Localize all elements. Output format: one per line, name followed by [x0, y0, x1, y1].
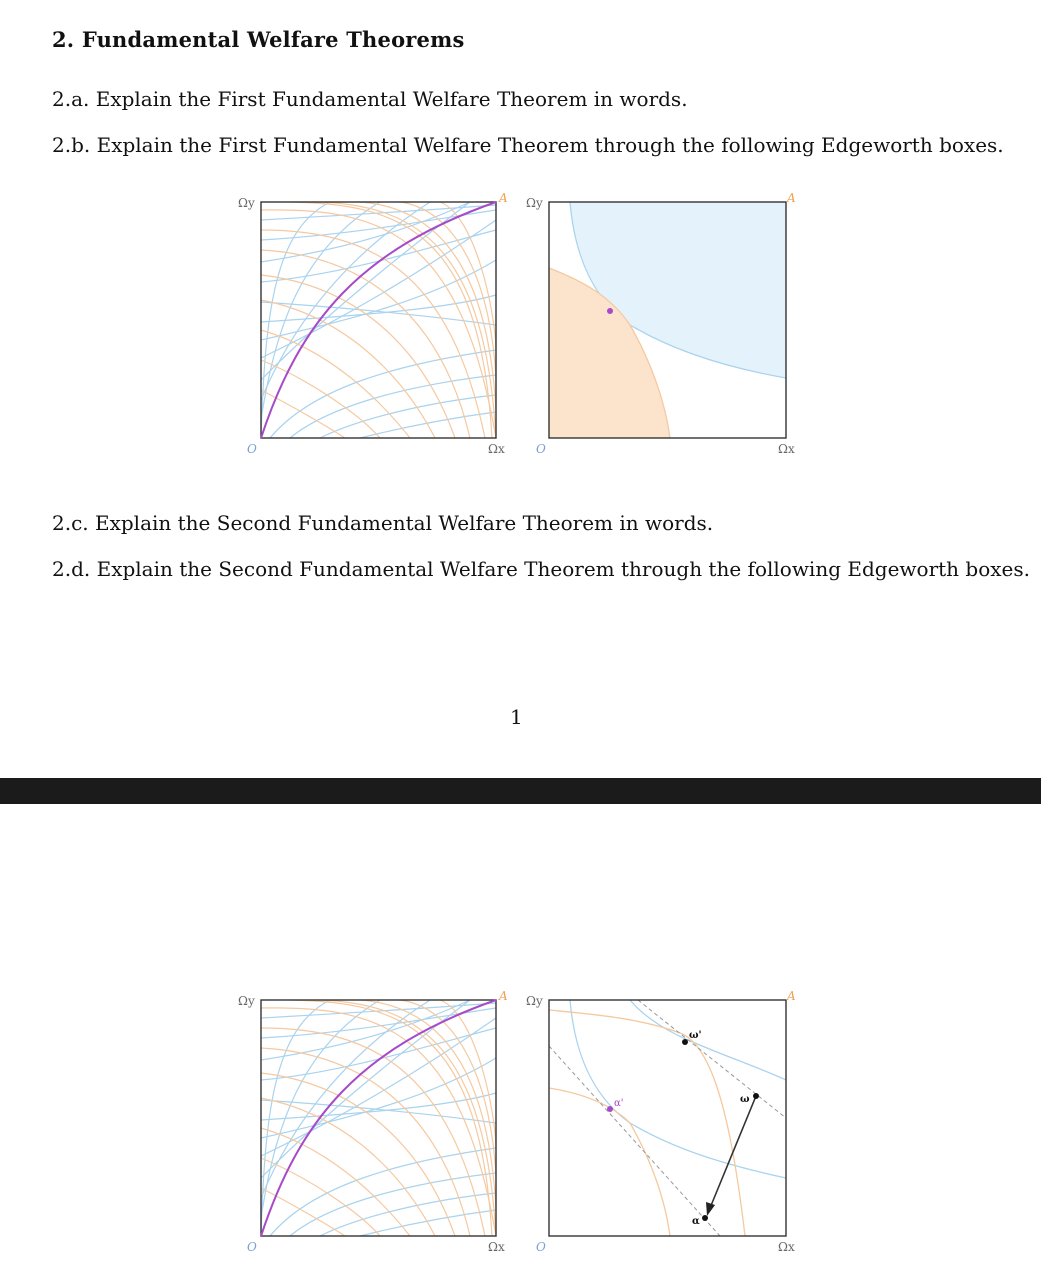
omega-point [753, 1093, 759, 1099]
question-2b: 2.b. Explain the First Fundamental Welfare Theorem through the following Edgeworth boxes. [52, 133, 1004, 157]
alpha-label: α [692, 1216, 700, 1227]
equilibrium-point [607, 308, 613, 314]
alpha-point [702, 1215, 708, 1221]
origin-label: O [536, 442, 546, 456]
indifference-curves-b [570, 1000, 786, 1178]
omega-y-label: Ωy [526, 196, 543, 210]
budget-lines [549, 1000, 786, 1236]
edgeworth-box-transfer [520, 988, 810, 1263]
omega-prime-label: ω' [689, 1030, 702, 1041]
section-title: 2. Fundamental Welfare Theorems [52, 27, 465, 52]
edgeworth-box-contract-curve-2 [230, 988, 520, 1263]
omega-label: ω [740, 1094, 750, 1105]
alpha-prime-label: α' [614, 1098, 624, 1109]
corner-label: A [499, 989, 508, 1003]
omega-prime-point [682, 1039, 688, 1045]
edgeworth-box-contract-curve-1 [230, 190, 520, 465]
box-frame [549, 1000, 786, 1236]
origin-label: O [536, 1240, 546, 1254]
page-gap [0, 778, 1041, 804]
omega-x-label: Ωx [778, 1240, 795, 1254]
question-2a: 2.a. Explain the First Fundamental Welfare Theorem in words. [52, 87, 688, 111]
omega-y-label: Ωy [526, 994, 543, 1008]
omega-y-label: Ωy [238, 196, 255, 210]
page-2 [0, 804, 1041, 1285]
alpha-prime-point [607, 1106, 613, 1112]
omega-x-label: Ωx [778, 442, 795, 456]
edgeworth-box-equilibrium [520, 190, 810, 465]
omega-x-label: Ωx [488, 1240, 505, 1254]
corner-label: A [499, 191, 508, 205]
omega-x-label: Ωx [488, 442, 505, 456]
corner-label: A [787, 191, 796, 205]
origin-label: O [247, 1240, 257, 1254]
omega-y-label: Ωy [238, 994, 255, 1008]
corner-label: A [787, 989, 796, 1003]
question-2c: 2.c. Explain the Second Fundamental Welfare Theorem in words. [52, 511, 714, 535]
question-2d: 2.d. Explain the Second Fundamental Welfare Theorem through the following Edgeworth boxes. [52, 557, 1030, 581]
indifference-curves-a [549, 1008, 745, 1236]
page-number: 1 [510, 705, 523, 729]
arrowhead [706, 1202, 715, 1216]
transfer-arrow [710, 1096, 756, 1208]
origin-label: O [247, 442, 257, 456]
